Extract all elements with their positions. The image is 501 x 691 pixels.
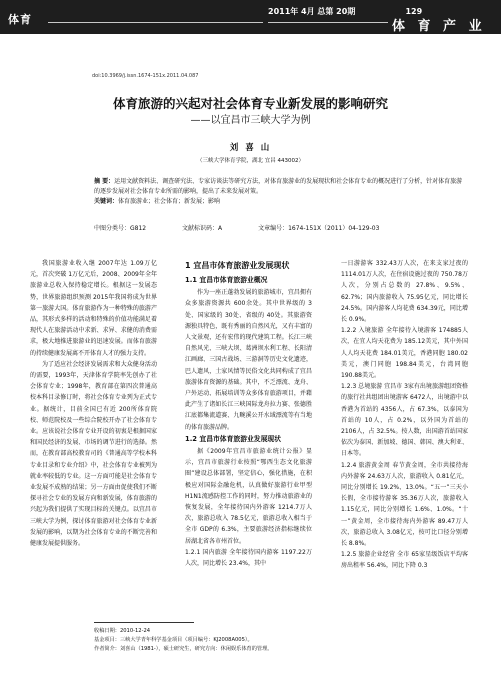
section-title: 体 育 产 业: [392, 19, 486, 34]
abstract-text: 运用文献资料法、调查研究法、专家访谈法等研究方法，对体育旅游业的发展现状和社会体育专业的概况进行了分析，针对体育旅游的逐步发展对社会体育专业所需的影响，提出了未来发展对策。: [94, 178, 463, 195]
paragraph: 1.2.4 旅游黄金周 春节黄金周，全市共接待海内外游客 24.63万人次，旅游收入 0.81亿元，同比分别增长 19.2%、13.0%。“五一”三天小长假，全市接待游客 35.36万人次，旅游收入 1.15亿元，同比分别增长 1.6%、1.0%。“十一”黄金周，全市接待海内外游客 89.47万人次，旅游总收入 3.08亿元，按可比口径分别增长 8.8%。: [341, 461, 468, 548]
journal-logo: 体育: [8, 13, 32, 26]
author-name: 刘 喜 山: [229, 143, 272, 153]
abstract-label: 摘 要：: [94, 178, 115, 185]
document-code: 文献标识码：A: [182, 225, 223, 232]
paper-title: 体育旅游的兴起对社会体育专业新发展的影响研究: [112, 96, 388, 111]
author-bio: 作者简介：刘喜山（1981-），硕士研究生，研究方向：休闲娱乐体育的管理。: [94, 646, 273, 652]
body-column-middle: [185, 258, 312, 569]
journal-header-banner: [0, 0, 501, 34]
paragraph: 1.2.2 入境旅游 全年接待入境游客 174885人次，在宜人均天花费为 185.12美元，其中外国人人均天花费 184.01美元，香港同胞 180.02美元，澳门同胞 198.84美元，台湾同胞 190.88美元。: [341, 327, 468, 380]
subsection-heading: 1.1 宜昌市体育旅游业概况: [185, 276, 268, 284]
fund-info: 基金项目：三峡大学青年科学基金项目（项目编号：KJ2008A005）。: [94, 637, 253, 643]
paragraph: 据《2009年宜昌市旅游业统计公报》显示，宜昌市旅游行业按照“鄂西生态文化旅游圈”建设总体部署，坚定信心，强化措施，在积极应对国际金融危机，认真做好旅游行业甲型 H1N1流感防控工作的同时，努力推动旅游业的恢复发展，全年接待国内外游客 1214.7万人次，旅游总收入 78.5亿元，旅游总收入相当于全市 GDP的 6.3%，主要旅游经济指标继续位居湖北省各市州首位。: [185, 448, 312, 545]
footnote-divider: [94, 622, 194, 623]
page-number: 129: [405, 7, 423, 16]
received-date: 收稿日期：2010-12-24: [94, 628, 151, 634]
issue-info: 2011年 4月 总第 20期 129: [268, 7, 423, 16]
keywords-label: 关键词：: [94, 198, 119, 205]
subsection-heading: 1.2 宜昌市体育旅游业发展现状: [185, 434, 281, 443]
paragraph: 我国旅游业收入继 2007年达 1.09万亿元，首次突破 1万亿元后，2008、2009年全年旅游业总收入保持稳定增长。根据这一发展态势，世界旅游组织预测 2015年我国将成为世界第一旅游大国。体育旅游作为一种特殊的旅游产品，其形式多样的活动和特殊的价值功能满足着现代人在旅游活动中求新、求异、求健的消费需求，极大地推进旅游业的迅速发展。而体育旅游的持续健康发展离不开体育人才的强力支持。: [30, 260, 157, 357]
paragraph: 1.2.5 旅游企业经营 全市 65家星级饭店平均客房出租率 56.4%，同比下降 0.3: [341, 551, 468, 570]
keywords: 体育旅游业；社会体育；新发展；影响: [118, 198, 221, 205]
article-number: 文章编号：1674-151X（2011）04-129-03: [258, 225, 380, 232]
paragraph: 1.2.1 国内旅游 全年接待国内游客 1197.22万人次，同比增长 23.4%，其中: [185, 548, 312, 568]
body-column-left: [30, 258, 157, 549]
paragraph: 作为一座正蓬勃发展的旅游城市，宜昌拥有众多旅游资源共 600余处。其中世界级的 3处、国家级的 30处、省级的 40处。其旅游资源独具特色，既有秀丽的自然风光，又有丰富的人文景观，还有宏伟的现代建筑工程。长江三峡自然风光、三峡大坝、葛洲坝水利工程、长阳清江画廊、三国古战场、三游洞等历史文化遗迹，巴人遗风，土家风情等民俗文化共同构成了宜昌旅游体育资源的基础。其中，不乏漂流、龙舟、户外运动、拓展培训等众多体育旅游项目，并藉此产生了诸如长江三峡国际龙舟拉力赛、张德胜江底都集流道赛、九畹溪公开水域漂流等有当地的体育旅游品牌。: [185, 289, 312, 431]
paper-subtitle: ——以宜昌市三峡大学为例: [190, 115, 311, 126]
section-heading: 1 宜昌市体育旅游业发展现状: [185, 261, 290, 270]
body-column-right: [341, 258, 468, 572]
paragraph: 1.2.3 总境旅游 宜昌市 3家有出境旅游组团资格的旅行社共组团出境游客 6472人，出境游中以香港为首站的 4356人，占 67.3%，以泰国为首站的 10人，占 0.2%，以外国为首站的 2106人，占 32.5%。按人数，出国游首站国家依次为泰国、新加坡、德国、韩国、澳大利亚、日本等。: [341, 383, 468, 458]
doi: doi:10.3969/j.issn.1674-151x.2011.04.087: [92, 73, 199, 79]
abstract: [94, 177, 467, 207]
paragraph: 一日游游客 332.43万人次，在来支家过夜的 1114.01万人次，在住宿设施过夜的 750.78万人次，分别占总数的 27.8%、9.5%、62.7%；国内旅游收入 75.95亿元，同比增长 24.5%。国内游客人均花费 634.39元，同比增长 0.9%。: [341, 260, 468, 324]
clc-number: 中图分类号：G812: [94, 225, 147, 232]
paragraph: 为了适应社会经济发展需求和大众健身活动的需要，1993年，天津体育学院率先创办了社会体育专业；1998年，教育部在第四次普通高校本科目录修订时，将社会体育专业列为正式专业。据统计，目前全国已有近 200所体育院校、师范院校及一些综合院校开办了社会体育专业。应该说社会体育专业开设的初衷是根据国家和国民经济的发展、市场的调节进行的选择。然而，在教育部高校教育司的《普通高等学校本科专业目录和专业介绍》中，社会体育专业被列为就业率较低的专业。这一方面可能是社会体育专业发展不成熟的结果；另一方面由促使我们不断探寻社会专业的发展方向和新发展，体育旅游的兴起为我们提供了实现目标的关键点。以宜昌市三峡大学为例，探讨体育旅游对社会体育专业新发展的影响，以期为社会体育专业的不断完善和健康发展提供服务。: [30, 360, 157, 548]
classification-info: [94, 223, 467, 232]
author-affiliation: （三峡大学体育学院，湖北 宜昌 443002）: [197, 158, 304, 164]
